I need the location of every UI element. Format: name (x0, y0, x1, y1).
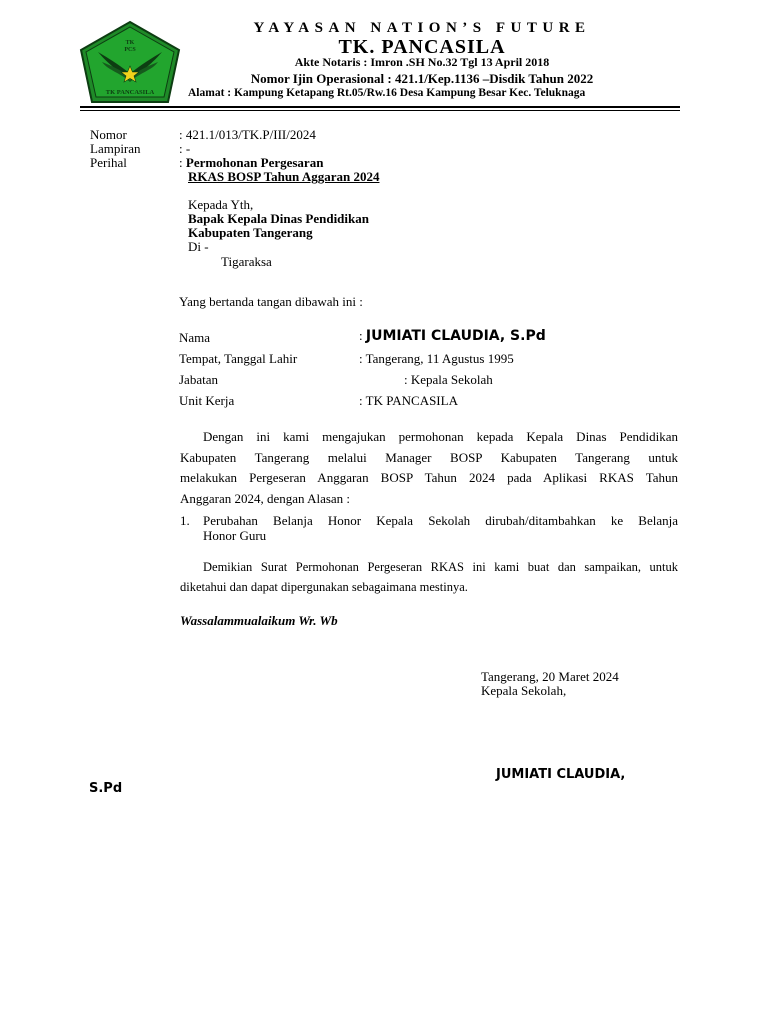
unit-label: Unit Kerja (179, 393, 235, 408)
svg-text:TK: TK (125, 40, 135, 46)
school-name: TK. PANCASILA (338, 36, 506, 58)
jabatan-value: : Kepala Sekolah (404, 372, 493, 387)
recipient-di: Di - (188, 239, 209, 254)
perihal-value: : Permohonan Pergesaran (179, 155, 324, 170)
svg-text:TK PANCASILA: TK PANCASILA (105, 89, 155, 96)
unit-value: : TK PANCASILA (359, 393, 458, 408)
letterhead-rule-thick (80, 106, 680, 108)
operational-permit: Nomor Ijin Operasional : 421.1/Kep.1136 –Disdik Tahun 2022 (250, 71, 594, 86)
list-item-line-1: Perubahan Belanja Honor Kepala Sekolah dirubah/ditambahkan ke Belanja (203, 513, 678, 528)
perihal-label: Perihal (90, 155, 127, 170)
nomor-label: Nomor (90, 127, 127, 142)
paragraph-2-line-2: diketahui dan dapat dipergunakan sebagaimana mestinya. (180, 580, 468, 594)
nomor-value: : 421.1/013/TK.P/III/2024 (179, 127, 316, 142)
foundation-name: YAYASAN NATION’S FUTURE (253, 20, 591, 36)
signature-name-degree: S.Pd (89, 781, 123, 796)
notary-deed: Akte Notaris : Imron .SH No.32 Tgl 13 April 2018 (294, 55, 550, 69)
recipient-line2: Kabupaten Tangerang (188, 225, 313, 240)
svg-text:PCS: PCS (124, 47, 136, 53)
recipient-line1: Bapak Kepala Dinas Pendidikan (188, 211, 369, 226)
school-address: Alamat : Kampung Ketapang Rt.05/Rw.16 Desa Kampung Besar Kec. Teluknaga (188, 87, 586, 99)
signature-position: Kepala Sekolah, (481, 683, 567, 698)
closing-salutation: Wassalammualaikum Wr. Wb (180, 613, 338, 628)
nama-label: Nama (179, 330, 211, 345)
recipient-place: Tigaraksa (221, 254, 272, 269)
ttl-value: : Tangerang, 11 Agustus 1995 (359, 351, 514, 366)
perihal-subject: RKAS BOSP Tahun Aggaran 2024 (188, 169, 380, 184)
recipient-greeting: Kepada Yth, (188, 197, 254, 212)
school-logo (78, 20, 182, 104)
paragraph-1-line-3: melakukan Pergeseran Anggaran BOSP Tahun 2024 pada Aplikasi RKAS Tahun (180, 470, 678, 485)
jabatan-label: Jabatan (179, 372, 218, 387)
paragraph-1-line-1: Dengan ini kami mengajukan permohonan kepada Kepala Dinas Pendidikan (203, 429, 678, 444)
paragraph-1-line-2: Kabupaten Tangerang melalui Manager BOSP Kabupaten Tangerang untuk (180, 450, 678, 465)
lampiran-label: Lampiran (90, 141, 141, 156)
letterhead-rule-thin (80, 110, 680, 111)
lampiran-value: : - (179, 141, 191, 156)
paragraph-2-line-1: Demikian Surat Permohonan Pergeseran RKAS ini kami buat dan sampaikan, untuk (203, 560, 678, 574)
ttl-label: Tempat, Tanggal Lahir (179, 351, 298, 366)
intro-text: Yang bertanda tangan dibawah ini : (179, 294, 363, 309)
paragraph-1-line-4: Anggaran 2024, dengan Alasan : (180, 491, 351, 506)
nama-value: : JUMIATI CLAUDIA, S.Pd (359, 328, 546, 344)
signature-name: JUMIATI CLAUDIA, (496, 767, 626, 782)
list-item-number: 1. (180, 513, 190, 528)
signature-place-date: Tangerang, 20 Maret 2024 (481, 669, 619, 684)
list-item-line-2: Honor Guru (203, 528, 267, 543)
